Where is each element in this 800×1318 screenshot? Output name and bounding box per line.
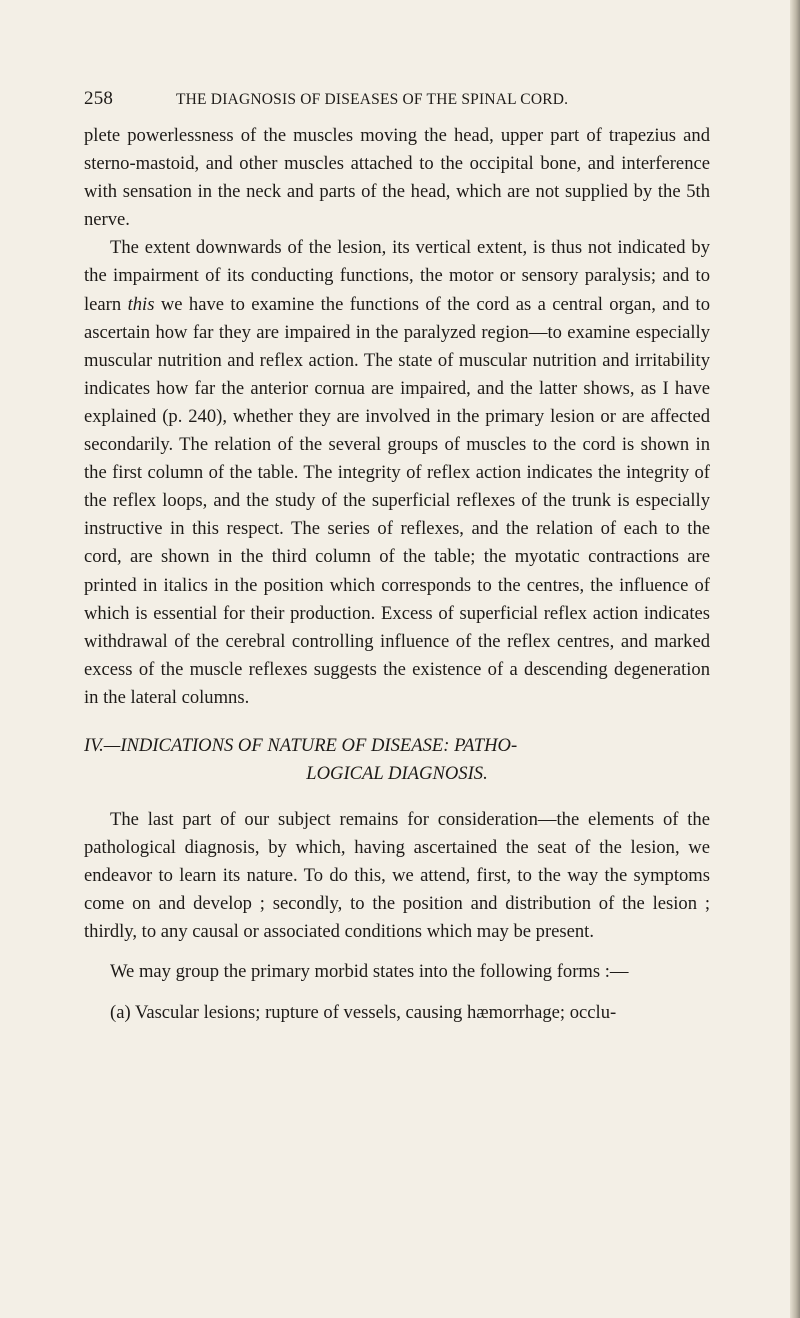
paragraph-morbid-states: We may group the primary morbid states into the following forms :—	[110, 961, 629, 983]
paragraph-text-part: we have to examine the functions of the cord as a central organ, and to ascertain how far they are impaired in the paralyzed region—to examine especially muscular nutrition and reflex action. The state of muscular nutrition and irritability indicates how far the anterior cornua are impaired, and the latter shows, as I have explained (p. 240), whether they are involved in the primary lesion or are affected secondarily. The relation of the several groups of muscles to the cord is shown in the first column of the table. The integrity of reflex action indicates the integrity of the reflex loops, and the study of the superficial reflexes of the trunk is especially instructive in this respect. The series of reflexes, and the relation of each to the cord, are shown in the third column of the table; the myotatic contractions are printed in italics in the position which corresponds to the centres, the influence of which is essential for their production. Excess of superficial reflex action indicates withdrawal of the cerebral controlling influence of the reflex centres, and marked excess of the muscle reflexes suggests the existence of a descending degeneration in the lateral columns.	[84, 293, 711, 708]
paragraph-continuation: plete powerlessness of the muscles moving the head, upper part of trapezius and sterno-mastoid, and other muscles attached to the occipital bone, and interference with sensation in the neck and parts of the head, which are not supplied by the 5th nerve.	[84, 125, 710, 231]
body-text	[84, 122, 710, 1027]
paragraph-text-part: The extent downwards of the lesion, its vertical extent, is thus not indicated by the impairment of its conducting functions, the motor or sensory paralysis; and to learn	[84, 237, 710, 315]
paragraph-vascular-lesions: (a) Vascular lesions; rupture of vessels, causing hæmorrhage; occlu-	[110, 1001, 617, 1023]
paragraph-lesion-extent	[84, 234, 710, 712]
book-page	[84, 88, 710, 1027]
page-edge-shadow	[790, 0, 800, 1318]
page-header	[84, 88, 710, 118]
section-heading-line-1: IV.—INDICATIONS OF NATURE OF DISEASE: PATHO-	[84, 734, 518, 756]
paragraph-pathological-diagnosis: The last part of our subject remains for consideration—the elements of the pathological diagnosis, by which, having ascertained the seat of the lesion, we endeavor to learn its nature. To do this, we attend, first, to the way the symptoms come on and develop ; secondly, to the position and distribution of the lesion ; thirdly, to any causal or associated conditions which may be present.	[84, 808, 710, 943]
section-heading-line-2: LOGICAL DIAGNOSIS.	[306, 762, 488, 784]
italic-word: this	[127, 293, 155, 315]
page-number: 258	[84, 88, 114, 109]
running-head: THE DIAGNOSIS OF DISEASES OF THE SPINAL CORD.	[176, 91, 569, 108]
section-heading	[84, 732, 710, 788]
